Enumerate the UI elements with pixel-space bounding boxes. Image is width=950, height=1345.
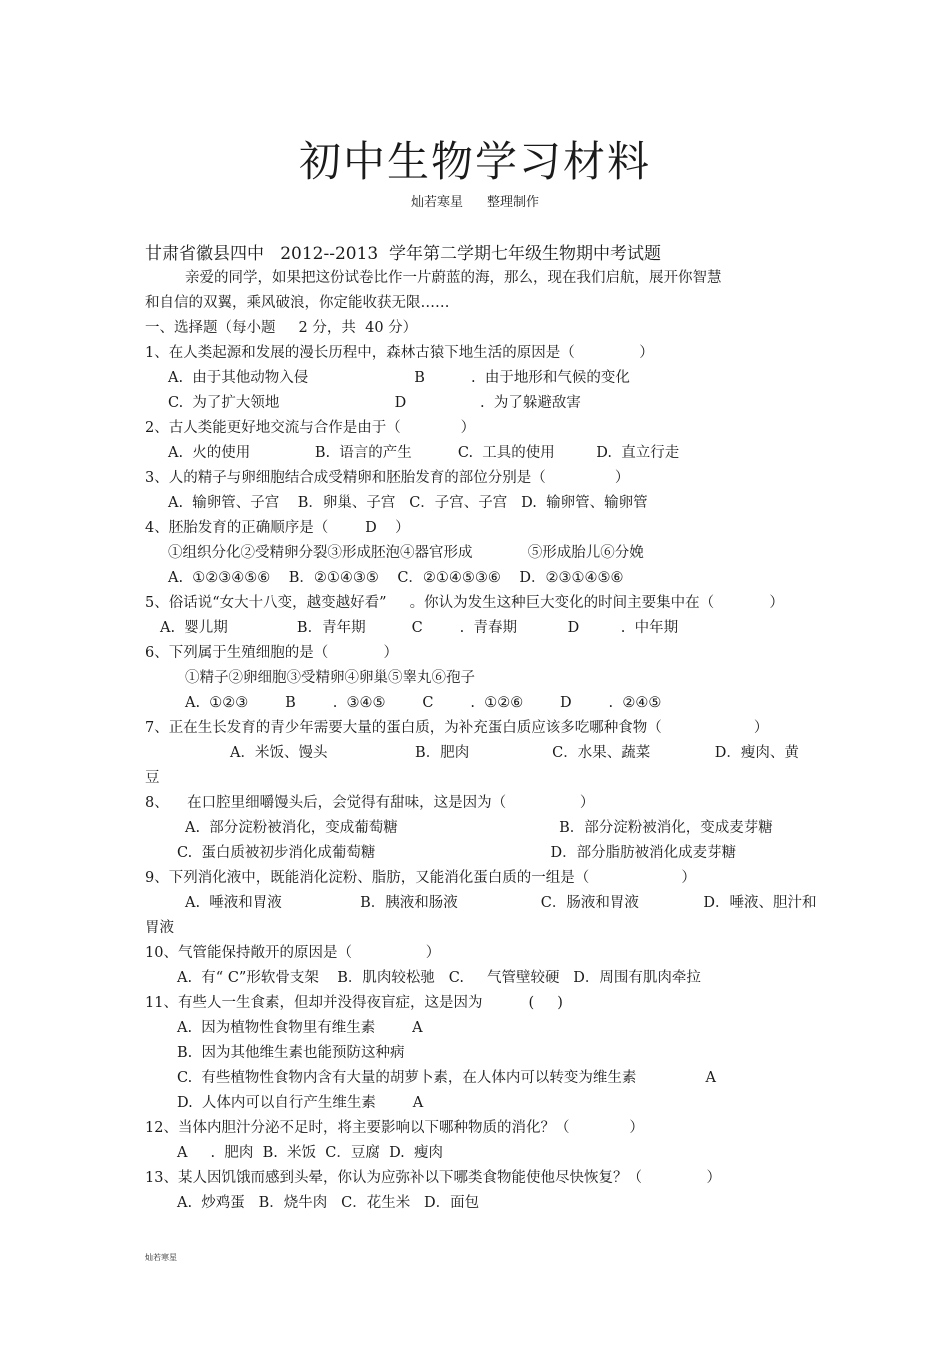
question-option-line: A. 部分淀粉被消化，变成葡萄糖 B．部分淀粉被消化，变成麦芽糖 bbox=[185, 820, 773, 836]
question-option-line: C. 蛋白质被初步消化成葡萄糖 D．部分脂肪被消化成麦芽糖 bbox=[177, 845, 737, 861]
intro-line: 亲爱的同学，如果把这份试卷比作一片蔚蓝的海，那么，现在我们启航，展开你智慧 bbox=[185, 270, 722, 286]
made-by-label: 整理制作 bbox=[487, 195, 540, 210]
question-option-line: A. 有“ C”形软骨支架 B．肌肉较松驰 C. 气管壁较硬 D．周围有肌肉牵拉 bbox=[177, 970, 701, 986]
question-option-line: A. 火的使用 B. 语言的产生 C. 工具的使用 D. 直立行走 bbox=[168, 445, 680, 461]
question-option-line: A. 由于其他动物入侵 B . 由于地形和气候的变化 bbox=[168, 370, 630, 386]
question-option-line: B. 因为其他维生素也能预防这种病 bbox=[177, 1045, 405, 1061]
question-stem: 8、 在口腔里细嚼馒头后，会觉得有甜味，这是因为（ ） bbox=[145, 795, 595, 811]
question-stem: 13、某人因饥饿而感到头晕，你认为应弥补以下哪类食物能使他尽快恢复？（ ） bbox=[145, 1170, 721, 1186]
question-stem: 4、胚胎发育的正确顺序是（ D ） bbox=[145, 520, 410, 536]
question-stem: 5、俗话说“女大十八变，越变越好看” 。你认为发生这种巨大变化的时间主要集中在（ ） bbox=[145, 595, 784, 611]
page-footer: 灿若寒星 bbox=[145, 1253, 177, 1262]
question-option-line: C. 有些植物性食物内含有大量的胡萝卜素，在人体内可以转变为维生素 A bbox=[177, 1070, 717, 1086]
section-title: 一、选择题（每小题 2 分，共 40 分） bbox=[145, 320, 418, 336]
question-option-line: ①组织分化②受精卵分裂③形成胚泡④器官形成 ⑤形成胎儿⑥分娩 bbox=[168, 545, 644, 561]
document-title: 初中生物学习材料 bbox=[298, 137, 651, 186]
question-stem: 11、有些人一生食素，但却并没得夜盲症，这是因为 ( ) bbox=[145, 995, 563, 1011]
question-option-line: D. 人体内可以自行产生维生素 A bbox=[177, 1095, 424, 1111]
question-stem: 6、下列属于生殖细胞的是（ ） bbox=[145, 645, 399, 661]
question-option-line: A. 婴儿期 B．青年期 C . 青春期 D . 中年期 bbox=[160, 620, 679, 636]
question-stem: 9、下列消化液中，既能消化淀粉、脂肪，又能消化蛋白质的一组是（ ） bbox=[145, 870, 696, 886]
question-option-line: A. ①②③④⑤⑥ B．②①④③⑤ C．②①④⑤③⑥ D．②③①④⑤⑥ bbox=[168, 570, 624, 586]
question-stem: 12、当体内胆汁分泌不足时，将主要影响以下哪种物质的消化？（ ） bbox=[145, 1120, 644, 1136]
question-option-line: A．米饭、馒头 B．肥肉 C．水果、蔬菜 D．瘦肉、黄 bbox=[230, 745, 799, 761]
question-option-line: C. 为了扩大领地 D . 为了躲避敌害 bbox=[168, 395, 581, 411]
question-stem: 3、人的精子与卵细胞结合成受精卵和胚胎发育的部位分别是（ ） bbox=[145, 470, 630, 486]
question-option-line: A. 输卵管、子宫 B．卵巢、子宫 C．子宫、子宫 D. 输卵管、输卵管 bbox=[168, 495, 648, 511]
author-name: 灿若寒星 bbox=[410, 195, 463, 210]
question-stem: 7、正在生长发育的青少年需要大量的蛋白质，为补充蛋白质应该多吃哪种食物（ ） bbox=[145, 720, 769, 736]
question-option-line: A. 唾液和胃液 B．胰液和肠液 C．肠液和胃液 D．唾液、胆汁和 bbox=[185, 895, 817, 911]
question-stem: 2、古人类能更好地交流与合作是由于（ ） bbox=[145, 420, 476, 436]
question-option-line: A . 肥肉 B. 米饭 C．豆腐 D. 瘦肉 bbox=[177, 1145, 444, 1161]
question-option-line: 胃液 bbox=[145, 920, 174, 936]
exam-title: 甘肃省徽县四中 2012--2013 学年第二学期七年级生物期中考试题 bbox=[145, 244, 662, 264]
question-option-line: 豆 bbox=[145, 770, 160, 786]
question-option-line: A. 因为植物性食物里有维生素 A bbox=[177, 1020, 423, 1036]
intro-line: 和自信的双翼，乘风破浪，你定能收获无限…… bbox=[145, 295, 450, 311]
question-option-line: A. ①②③ B . ③④⑤ C . ①②⑥ D . ②④⑤ bbox=[185, 695, 662, 711]
question-option-line: A. 炒鸡蛋 B．烧牛肉 C．花生米 D．面包 bbox=[177, 1195, 480, 1211]
document-subtitle bbox=[0, 194, 950, 212]
question-stem: 10、气管能保持敞开的原因是（ ） bbox=[145, 945, 441, 961]
question-stem: 1、在人类起源和发展的漫长历程中，森林古猿下地生活的原因是（ ） bbox=[145, 345, 654, 361]
question-option-line: ①精子②卵细胞③受精卵④卵巢⑤睾丸⑥孢子 bbox=[185, 670, 475, 686]
